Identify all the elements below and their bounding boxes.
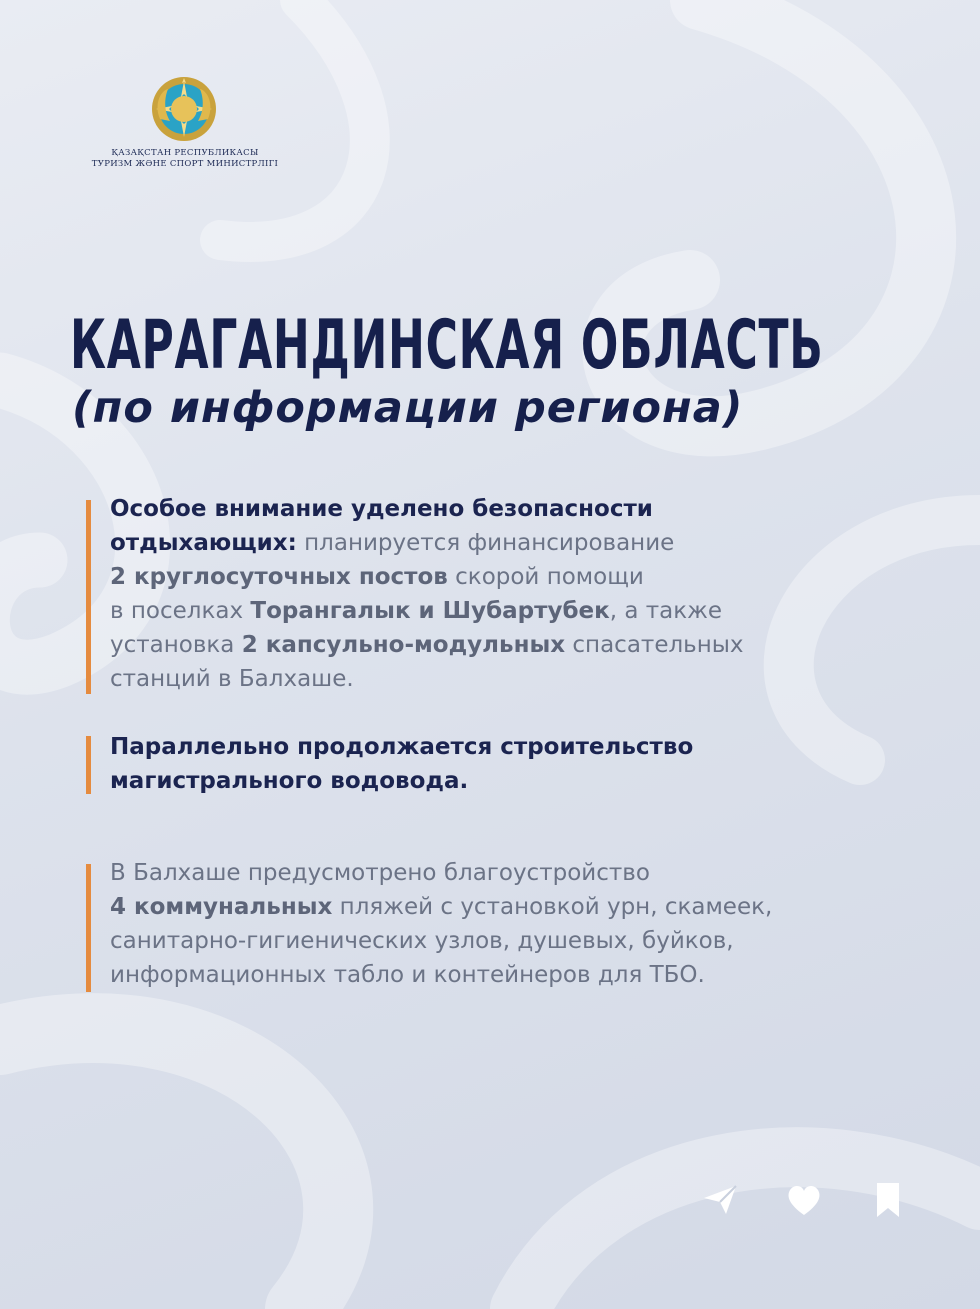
- text-segment: 4 коммунальных: [110, 894, 333, 920]
- text-segment: скорой помощи: [447, 564, 644, 590]
- text-segment: информационных табло и контейнеров для ТБО.: [110, 962, 705, 988]
- text-segment: В Балхаше предусмотрено благоустройство: [110, 860, 650, 886]
- text-segment: санитарно-гигиенических узлов, душевых, буйков,: [110, 928, 734, 954]
- text-segment: Особое внимание уделено безопасности: [110, 496, 653, 522]
- save-button[interactable]: [868, 1180, 908, 1220]
- info-block-safety: [110, 492, 910, 696]
- page-title: КАРАГАНДИНСКАЯ ОБЛАСТЬ: [70, 306, 824, 385]
- accent-bar: [86, 736, 91, 794]
- ministry-name: [60, 148, 310, 170]
- share-button[interactable]: [700, 1180, 740, 1220]
- bookmark-icon: [868, 1180, 908, 1220]
- text-segment: 2 капсульно-модульных: [241, 632, 566, 658]
- text-segment: в поселках: [110, 598, 251, 624]
- text-segment: магистрального водовода.: [110, 768, 469, 794]
- like-button[interactable]: [784, 1180, 824, 1220]
- text-segment: Торангалык и Шубартубек: [250, 598, 610, 624]
- text-segment: отдыхающих:: [110, 530, 297, 556]
- post-actions: [700, 1180, 910, 1230]
- text-segment: станций в Балхаше.: [110, 666, 354, 692]
- info-block-water-pipeline: [110, 730, 910, 798]
- text-segment: пляжей с установкой урн, скамеек,: [332, 894, 773, 920]
- accent-bar: [86, 500, 91, 694]
- text-segment: Параллельно продолжается строительство: [110, 734, 694, 760]
- page-subtitle: (по информации региона): [72, 383, 744, 433]
- text-segment: 2 круглосуточных постов: [110, 564, 448, 590]
- info-block-text: [110, 492, 910, 696]
- info-block-text: [110, 856, 910, 992]
- state-emblem-icon: [150, 75, 218, 143]
- ministry-name-line2: ТУРИЗМ ЖӘНЕ СПОРТ МИНИСТРЛІГІ: [91, 159, 279, 169]
- accent-bar: [86, 864, 91, 992]
- send-icon: [700, 1180, 740, 1220]
- text-segment: планируется финансирование: [296, 530, 675, 556]
- ministry-name-line1: ҚАЗАҚСТАН РЕСПУБЛИКАСЫ: [111, 148, 259, 158]
- info-block-beaches: [110, 856, 910, 992]
- text-segment: установка: [110, 632, 242, 658]
- text-segment: , а также: [609, 598, 723, 624]
- text-segment: спасательных: [565, 632, 744, 658]
- heart-icon: [784, 1180, 824, 1220]
- info-block-text: [110, 730, 910, 798]
